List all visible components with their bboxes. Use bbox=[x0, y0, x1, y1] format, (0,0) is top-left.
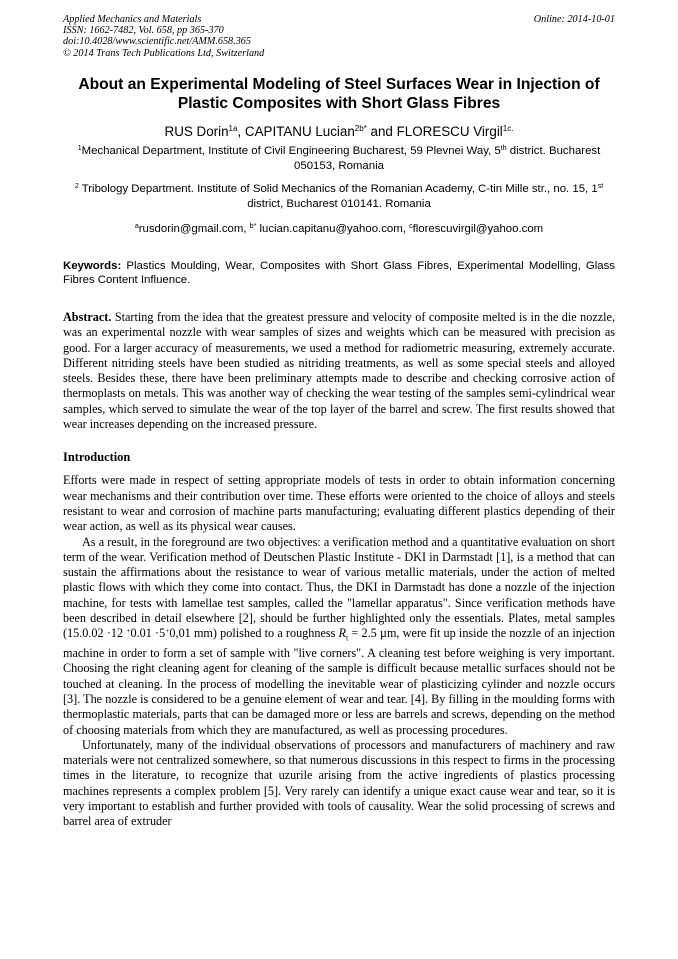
abstract-text: Starting from the idea that the greatest pressure and velocity of composite melted is in the die nozzle, was an experimental nozzle with wear samples of sizes and weights which can be measured with precision as good. For a larger accuracy of measurements, we used a method for radiometric measuring, extremely accurate. Different nitriding steels have been studied as nitriding treatments, as well as some special steels and alloyed steels. Besides these, there have been preliminary attempts made to describe and checking corrosive action of thermoplasts on metals. This was another way of checking the wear testing of the samples semi-cylindrical wear samples, which served to simulate the wear of the top layer of the barrel and screw. The first results showed that wear increases depending on the increased pressure. bbox=[63, 310, 615, 432]
affiliation-text: district. Bucharest 050153, Romania bbox=[294, 144, 601, 172]
affiliation-marker: 1 bbox=[77, 144, 82, 152]
paragraph-text: 0,01 mm) polished to a roughness bbox=[169, 626, 339, 641]
math-subscript: t bbox=[346, 633, 349, 643]
email-marker: c bbox=[409, 222, 413, 230]
abstract bbox=[63, 310, 615, 432]
affiliation-marker: 2 bbox=[74, 182, 79, 190]
author-superscript: 1c. bbox=[502, 123, 514, 133]
issn-volume: ISSN: 1662-7482, Vol. 658, pp 365-370 bbox=[63, 25, 224, 37]
doi: doi:10.4028/www.scientific.net/AMM.658.365 bbox=[63, 36, 251, 48]
affiliation-text: district, Bucharest 010141. Romania bbox=[247, 197, 431, 210]
keywords bbox=[63, 259, 615, 288]
journal-name: Applied Mechanics and Materials bbox=[63, 14, 202, 25]
affiliation-2 bbox=[63, 182, 615, 212]
paragraph-text: As a result, in the foreground are two objectives: a verification method and a quantitative evaluation on short term of the wear. Verification method of Deutschen Plastic Institute - DKI in Darmstadt [1], is a method that can sustain the affirmations about the resistance to wear of various metallic materials, under the action of melted plastic flows with which they come into contact. Thus, the DKI in Darmstadt has done a nozzle of the injection machine, for tests with lamellae test samples, called the "lamellar apparatus". Since verification methods have been described in detail elsewhere [2], should be further highlighted only the essentials. Plates, metal samples (15.0.02 ·12 bbox=[63, 534, 615, 641]
keywords-label: Keywords: bbox=[63, 259, 122, 272]
email-link[interactable]: lucian.capitanu@yahoo.com, bbox=[256, 222, 410, 235]
paragraph: Efforts were made in respect of setting appropriate models of tests in order to obtain information concerning wear mechanisms and their contribution over time. These efforts were oriented to the choice of alloys and steels resistant to wear and corrosion of machine parts manufacturing; evaluating different plastics depending of their wear action, as well as its physical wear causes. bbox=[63, 473, 615, 534]
author-emails bbox=[63, 222, 615, 237]
author-name: FLORESCU Virgil bbox=[396, 123, 503, 139]
superscript: + bbox=[126, 626, 131, 636]
paper-title: About an Experimental Modeling of Steel Surfaces Wear in Injection of Plastic Composites with Short Glass Fibres bbox=[78, 75, 600, 112]
online-date: Online: 2014-10-01 bbox=[533, 14, 615, 25]
keywords-text: Plastics Moulding, Wear, Composites with Short Glass Fibres, Experimental Modelling, Glass Fibres Content Influence. bbox=[63, 259, 615, 287]
journal-header bbox=[63, 14, 615, 59]
abstract-label: Abstract. bbox=[63, 310, 112, 324]
author-name: RUS Dorin bbox=[164, 123, 229, 139]
paragraph-text: 0.01 ·5 bbox=[130, 626, 166, 641]
author-separator: , bbox=[237, 123, 245, 139]
paragraph: Unfortunately, many of the individual observations of processors and manufacturers of machinery and raw materials were not centralized somewhere, so that numerous discussions in this respect to firms in the processing times in the literature, to recognize that uzurile arising from the active ingredients of plastics processing machines represents a complex problem [5]. Very rarely can identify a unique exact cause wear and tear, so it is very important to establish and further provided with tools of causality. Wear the solid processing of screws and barrel area of extruder bbox=[63, 737, 615, 829]
email-marker: b* bbox=[249, 222, 257, 230]
email-link[interactable]: rusdorin@gmail.com, bbox=[138, 222, 250, 235]
affiliation-text: Mechanical Department, Institute of Civil Engineering Bucharest, 59 Plevnei Way, 5 bbox=[81, 144, 501, 157]
copyright: © 2014 Trans Tech Publications Ltd, Switzerland bbox=[63, 47, 265, 59]
math-variable: R bbox=[338, 626, 346, 641]
ordinal-suffix: st bbox=[597, 182, 604, 190]
paragraph-text: = 2.5 µm, were fit up inside the nozzle of an injection machine in order to form a set of sample with "live corners". A cleaning test before weighing is very important. Choosing the right cleaning agent for cleaning of the sample is difficult because metallic surfaces should not be touched at cleaning. In the process of modelling the inevitable wear of plasticizing cylinder and nozzle occurs [3]. The nozzle is considered to be a genuine element of wear and tear. [4]. By filling in the moulding forms with thermoplastic materials, parts that can be damaged more or less are barrels and screws, depending on the method of choosing materials from which they are manufactured, as well as processing procedures. bbox=[63, 626, 616, 737]
email-link[interactable]: florescuvirgil@yahoo.com bbox=[412, 222, 544, 235]
affiliation-1 bbox=[63, 144, 615, 174]
author-name: CAPITANU Lucian bbox=[244, 123, 355, 139]
author-separator: and bbox=[366, 123, 393, 139]
ordinal-suffix: th bbox=[500, 144, 507, 152]
author-list bbox=[63, 123, 615, 140]
section-heading-introduction: Introduction bbox=[63, 450, 131, 465]
author-superscript: 2b* bbox=[354, 123, 367, 133]
author-superscript: 1a bbox=[228, 123, 238, 133]
email-marker: a bbox=[134, 222, 139, 230]
paragraph bbox=[63, 535, 615, 738]
affiliation-text: Tribology Department. Institute of Solid Mechanics of the Romanian Academy, C-tin Mille str., no. 15, 1 bbox=[78, 182, 598, 195]
superscript: + bbox=[165, 626, 170, 636]
